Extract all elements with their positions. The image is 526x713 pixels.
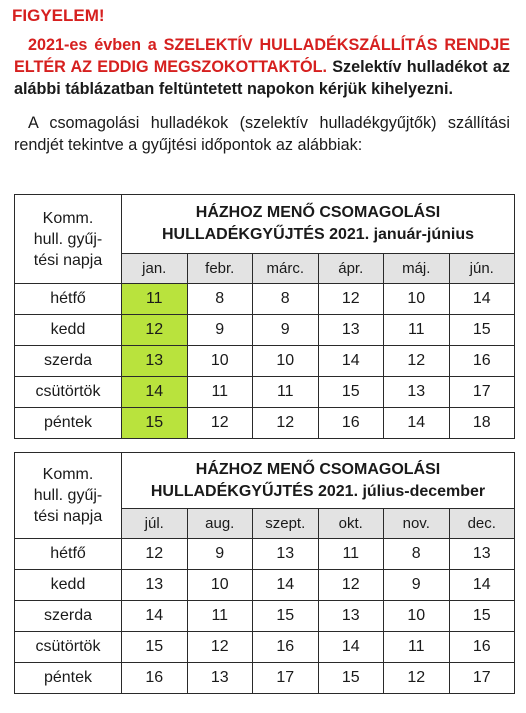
date-cell: 14: [449, 284, 515, 315]
date-cell-highlighted: 15: [122, 408, 188, 439]
date-cell: 15: [253, 601, 319, 632]
date-cell: 10: [253, 346, 319, 377]
date-cell-highlighted: 12: [122, 315, 188, 346]
month-header: márc.: [253, 254, 319, 284]
schedule-table-jul-dec: [14, 452, 515, 694]
schedule-table-jan-jun: [14, 194, 515, 439]
table-row: [15, 284, 515, 315]
date-cell: 14: [122, 601, 188, 632]
date-cell: 12: [122, 539, 188, 570]
title-line: HÁZHOZ MENŐ CSOMAGOLÁSI: [195, 204, 441, 221]
date-cell: 14: [318, 632, 384, 663]
month-header: máj.: [384, 254, 450, 284]
date-cell: 16: [449, 632, 515, 663]
header-line: Komm.: [42, 209, 94, 227]
table-title: [122, 195, 515, 254]
month-header: ápr.: [318, 254, 384, 284]
date-cell: 12: [384, 663, 450, 694]
date-cell: 13: [318, 601, 384, 632]
day-name: hétfő: [15, 539, 122, 570]
date-cell: 15: [122, 632, 188, 663]
title-line: HULLADÉKGYŰJTÉS 2021. július-december: [150, 482, 486, 500]
date-cell: 13: [449, 539, 515, 570]
day-name: csütörtök: [15, 377, 122, 408]
date-cell: 10: [187, 570, 253, 601]
warning-heading: FIGYELEM!: [12, 6, 105, 25]
date-cell: 15: [449, 315, 515, 346]
header-line: tési napja: [33, 251, 103, 269]
date-cell: 10: [384, 284, 450, 315]
date-cell: 9: [384, 570, 450, 601]
date-cell: 17: [449, 377, 515, 408]
notice-red-text: 2021-es évben a SZELEKTÍV HULLADÉKSZÁLLÍTÁS RENDJE ELTÉR AZ EDDIG MEGSZOKOTTAKTÓL.: [14, 36, 510, 76]
day-name: péntek: [15, 663, 122, 694]
date-cell: 12: [318, 284, 384, 315]
date-cell: 16: [449, 346, 515, 377]
date-cell: 17: [449, 663, 515, 694]
month-header: jan.: [122, 254, 188, 284]
table-row: [15, 632, 515, 663]
intro-paragraph: A csomagolási hulladékok (szelektív hulladékgyűjtők) szállítási rendjét tekintve a gyűjtési időpontok az alábbiak:: [14, 114, 510, 154]
table-row: [15, 377, 515, 408]
month-header: dec.: [449, 509, 515, 539]
date-cell: 13: [384, 377, 450, 408]
date-cell: 11: [187, 377, 253, 408]
day-name: kedd: [15, 315, 122, 346]
date-cell: 12: [318, 570, 384, 601]
date-cell: 16: [122, 663, 188, 694]
date-cell: 15: [449, 601, 515, 632]
table-row: [15, 601, 515, 632]
date-cell: 13: [318, 315, 384, 346]
date-cell: 8: [253, 284, 319, 315]
table-row: [15, 539, 515, 570]
month-header: júl.: [122, 509, 188, 539]
date-cell: 9: [253, 315, 319, 346]
notice-paragraph: [14, 34, 510, 100]
month-header: okt.: [318, 509, 384, 539]
header-line: tési napja: [33, 508, 103, 525]
table-row: [15, 346, 515, 377]
table-row: [15, 570, 515, 601]
date-cell: 12: [384, 346, 450, 377]
collection-day-header: [15, 453, 122, 539]
month-header: jún.: [449, 254, 515, 284]
month-header: nov.: [384, 509, 450, 539]
date-cell: 12: [253, 408, 319, 439]
date-cell-highlighted: 14: [122, 377, 188, 408]
month-header: aug.: [187, 509, 253, 539]
header-line: hull. gyűj-: [33, 487, 103, 504]
date-cell: 17: [253, 663, 319, 694]
date-cell: 11: [187, 601, 253, 632]
date-cell-highlighted: 13: [122, 346, 188, 377]
date-cell: 13: [253, 539, 319, 570]
date-cell: 14: [384, 408, 450, 439]
day-name: szerda: [15, 346, 122, 377]
day-name: csütörtök: [15, 632, 122, 663]
date-cell: 13: [187, 663, 253, 694]
date-cell: 10: [187, 346, 253, 377]
date-cell: 11: [318, 539, 384, 570]
date-cell: 11: [384, 632, 450, 663]
date-cell: 15: [318, 663, 384, 694]
date-cell: 12: [187, 408, 253, 439]
day-name: hétfő: [15, 284, 122, 315]
date-cell: 10: [384, 601, 450, 632]
date-cell: 9: [187, 315, 253, 346]
date-cell: 12: [187, 632, 253, 663]
date-cell: 14: [253, 570, 319, 601]
table-row: [15, 663, 515, 694]
day-name: péntek: [15, 408, 122, 439]
date-cell: 8: [187, 284, 253, 315]
date-cell: 14: [449, 570, 515, 601]
date-cell: 16: [253, 632, 319, 663]
date-cell: 14: [318, 346, 384, 377]
month-header: szept.: [253, 509, 319, 539]
month-header: febr.: [187, 254, 253, 284]
date-cell: 11: [253, 377, 319, 408]
date-cell: 8: [384, 539, 450, 570]
header-line: Komm.: [42, 466, 94, 483]
date-cell: 16: [318, 408, 384, 439]
title-line: HULLADÉKGYŰJTÉS 2021. január-június: [161, 226, 475, 243]
table-title: [122, 453, 515, 509]
notice-bold-text: Szelektív hulladékot az alábbi táblázatban feltüntetett napokon kérjük kihelyezni.: [14, 58, 511, 98]
date-cell: 9: [187, 539, 253, 570]
table-row: [15, 315, 515, 346]
header-line: hull. gyűj-: [33, 230, 103, 248]
day-name: kedd: [15, 570, 122, 601]
date-cell: 13: [122, 570, 188, 601]
title-line: HÁZHOZ MENŐ CSOMAGOLÁSI: [195, 460, 441, 478]
day-name: szerda: [15, 601, 122, 632]
table-row: [15, 408, 515, 439]
date-cell: 15: [318, 377, 384, 408]
collection-day-header: [15, 195, 122, 284]
date-cell: 18: [449, 408, 515, 439]
date-cell-highlighted: 11: [122, 284, 188, 315]
date-cell: 11: [384, 315, 450, 346]
